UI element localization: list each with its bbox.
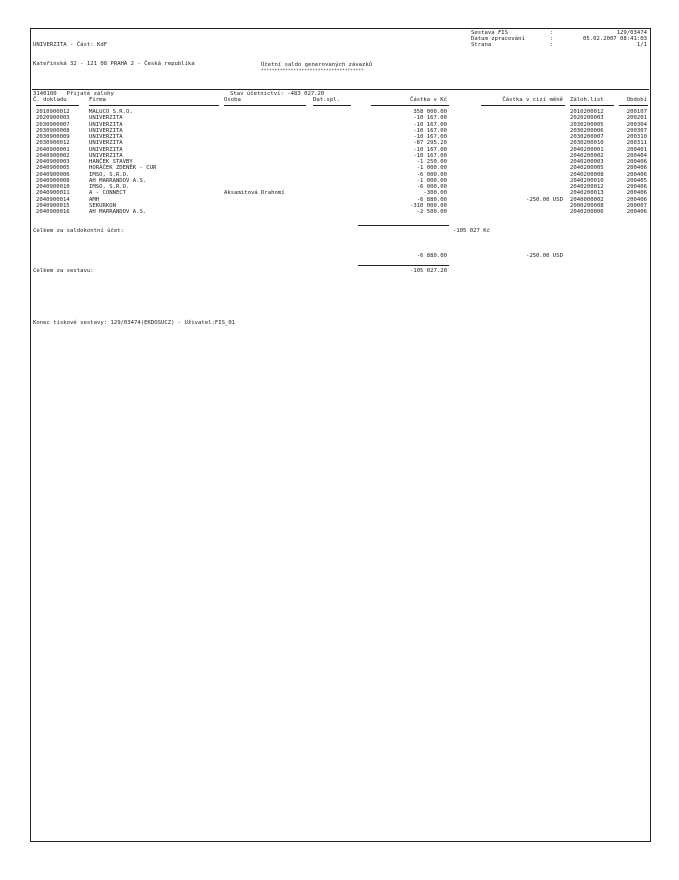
- row-doc: 2040900011: [36, 190, 70, 197]
- total-line: [358, 265, 449, 266]
- report-total-value: -105 027.20: [409, 268, 447, 274]
- row-firma: MALUCO S.R.O.: [89, 109, 133, 115]
- col-osoba-underline: [224, 105, 306, 106]
- row-obd: 200406: [626, 190, 647, 197]
- row-zal: 2040200002: [570, 152, 604, 159]
- row-obd: 200307: [626, 127, 647, 134]
- separator-line: [32, 89, 649, 90]
- row-obd: 200401: [626, 146, 647, 153]
- table-row: [31, 122, 650, 128]
- page-label: Strana: [471, 42, 492, 49]
- row-firma: UNIVERZITA: [89, 146, 123, 153]
- row-obd: 200310: [626, 134, 647, 140]
- row-firma: A - CONNECT: [89, 190, 127, 197]
- row-firma: UNIVERZITA: [89, 152, 123, 159]
- row-doc: 2040900008: [36, 177, 70, 184]
- row-czk: -10 167.00: [413, 127, 447, 134]
- col-osoba-header: Osoba: [224, 97, 241, 103]
- row-zal: 2040000002: [570, 196, 604, 203]
- row-firma: AH MARRANDOV A.S.: [89, 177, 147, 184]
- row-zal: 2040200003: [570, 159, 604, 165]
- row-cizi: -250.00 USD: [525, 196, 563, 203]
- row-doc: 2010900012: [36, 109, 70, 115]
- row-czk: -6 000.00: [416, 184, 447, 190]
- row-obd: 200107: [626, 109, 647, 115]
- row-firma: UNIVERZITA: [89, 134, 123, 140]
- table-row: [31, 209, 650, 215]
- table-row: [31, 165, 650, 171]
- row-czk: -2 500.00: [416, 209, 447, 215]
- row-zal: 2020200003: [570, 115, 604, 122]
- row-zal: 2030200006: [570, 127, 604, 134]
- row-obd: 200406: [626, 209, 647, 215]
- row-doc: 2040900014: [36, 196, 70, 203]
- row-doc: 2030900007: [36, 121, 70, 128]
- report-page: [30, 28, 651, 842]
- row-obd: 200304: [626, 121, 647, 128]
- row-czk: -10 167.00: [413, 134, 447, 140]
- col-obd-header: Období: [626, 97, 647, 103]
- row-obd: 200007: [626, 202, 647, 209]
- row-firma: UNIVERZITA: [89, 140, 123, 147]
- row-czk: -10 167.00: [413, 115, 447, 122]
- table-row: [31, 115, 650, 121]
- row-doc: 2040900003: [36, 159, 70, 165]
- row-zal: 2010200012: [570, 109, 604, 115]
- row-firma: AH MARRANDOV A.S.: [89, 209, 147, 215]
- row-zal: 2040200008: [570, 171, 604, 178]
- table-row: [31, 197, 650, 203]
- row-osoba: Aksamitová Drahomí: [224, 190, 285, 197]
- col-cizi-underline: [481, 105, 565, 106]
- report-total-label: Celkem za sestavu:: [33, 268, 94, 274]
- row-czk: -1 000.00: [416, 177, 447, 184]
- address-line: Kateřinská 32 - 121 08 PRAHA 2 - Česká republika: [33, 61, 195, 68]
- row-firma: HORÁČEK ZDENĚK - CUR: [89, 165, 157, 172]
- row-czk: -6 000.00: [416, 171, 447, 178]
- row-zal: 2030200005: [570, 121, 604, 128]
- table-row: [31, 178, 650, 184]
- col-czk-header: Částka v Kč: [409, 97, 447, 103]
- col-cizi-header: Částka v cizí měně: [502, 97, 563, 103]
- row-obd: 200406: [626, 165, 647, 172]
- page-value: 1/1: [636, 42, 647, 49]
- colon: :: [550, 30, 554, 36]
- row-firma: UNIVERZITA: [89, 115, 123, 122]
- row-firma: AMH: [89, 196, 100, 203]
- col-doc-header: Č. dokladu: [33, 97, 67, 103]
- row-firma: HANČEK STAVBY: [89, 159, 133, 165]
- account-total-label: Celkem za saldokontní účet:: [33, 228, 124, 234]
- row-zal: 2040200010: [570, 177, 604, 184]
- foreign-currency-czk-total: -6 880.00: [416, 253, 447, 259]
- row-obd: 200406: [626, 184, 647, 190]
- row-zal: 2030200007: [570, 134, 604, 140]
- table-row: [31, 190, 650, 196]
- table-row: [31, 128, 650, 134]
- col-zal-underline: [570, 105, 614, 106]
- colon: :: [550, 42, 554, 49]
- foreign-currency-total: -250.00 USD: [525, 253, 563, 259]
- row-zal: 2040200012: [570, 184, 604, 190]
- row-doc: 2040900006: [36, 171, 70, 178]
- row-czk: 358 000.00: [413, 109, 447, 115]
- report-title: Účetní saldo generovaných závazků: [261, 62, 373, 68]
- row-zal: 2040200013: [570, 190, 604, 197]
- row-doc: 2030900012: [36, 140, 70, 147]
- account-total-value: -105 027 Kč: [452, 228, 490, 234]
- report-id-label: Sestava FIS: [471, 30, 509, 36]
- row-doc: 2040900001: [36, 146, 70, 153]
- col-zal-header: Záloh.list: [570, 97, 604, 103]
- row-czk: -310 000.00: [409, 202, 447, 209]
- row-czk: -87 295.20: [413, 140, 447, 147]
- row-firma: UNIVERZITA: [89, 127, 123, 134]
- report-id-value: 129/03474: [616, 30, 647, 36]
- row-czk: -10 167.00: [413, 146, 447, 153]
- row-firma: IMSO, S.R.O.: [89, 171, 130, 178]
- row-obd: 200405: [626, 177, 647, 184]
- end-of-report: Konec tiskové sestavy: 129/03474(EKDOSUCZ) - Uživatel:FIS_01: [33, 320, 236, 326]
- header-right: [31, 30, 650, 50]
- row-zal: 2040200001: [570, 146, 604, 153]
- col-obd-underline: [619, 105, 648, 106]
- row-obd: 200404: [626, 152, 647, 159]
- institution-line: UNIVERZITA - Část: KdF: [33, 42, 108, 49]
- col-datspl-header: Dat.spl.: [313, 97, 340, 103]
- row-czk: -1 250.00: [416, 159, 447, 165]
- processing-date-value: 05.02.2007 08:41:03: [583, 36, 647, 43]
- row-firma: IMSO, S.R.O.: [89, 184, 130, 190]
- row-zal: 2040200006: [570, 209, 604, 215]
- subtotal-line: [358, 225, 449, 226]
- table-row: [31, 109, 650, 115]
- table-row: [31, 153, 650, 159]
- row-obd: 200406: [626, 196, 647, 203]
- title-underline: **************************************: [261, 68, 364, 73]
- row-czk: -10 167.00: [413, 152, 447, 159]
- col-firma-underline: [89, 105, 219, 106]
- column-header-row: [31, 97, 650, 103]
- account-balance: Stav účetnictví: -483 027.20: [230, 91, 325, 97]
- col-datspl-underline: [313, 105, 351, 106]
- table-row: [31, 147, 650, 153]
- table-row: [31, 134, 650, 140]
- table-row: [31, 203, 650, 209]
- row-zal: 2030200010: [570, 140, 604, 147]
- row-doc: 2040900015: [36, 202, 70, 209]
- row-obd: 200406: [626, 159, 647, 165]
- row-obd: 200311: [626, 140, 647, 147]
- table-row: [31, 184, 650, 190]
- row-czk: -1 000.00: [416, 165, 447, 172]
- processing-date-label: Datum zpracování: [471, 36, 525, 43]
- account-heading: 3140100 Přijaté zálohy: [33, 91, 114, 97]
- row-doc: 2030900009: [36, 134, 70, 140]
- row-czk: -300.00: [423, 190, 447, 197]
- row-obd: 200201: [626, 115, 647, 122]
- row-firma: SEKURKON: [89, 202, 116, 209]
- col-czk-underline: [371, 105, 449, 106]
- table-row: [31, 140, 650, 146]
- col-doc-underline: [36, 105, 79, 106]
- row-obd: 200406: [626, 171, 647, 178]
- row-doc: 2040900016: [36, 209, 70, 215]
- colon: :: [550, 36, 554, 43]
- row-doc: 2040900005: [36, 165, 70, 172]
- row-doc: 2040900010: [36, 184, 70, 190]
- col-firma-header: Firma: [89, 97, 106, 103]
- row-firma: UNIVERZITA: [89, 121, 123, 128]
- row-zal: 2040200005: [570, 165, 604, 172]
- row-doc: 2020900003: [36, 115, 70, 122]
- row-doc: 2030900008: [36, 127, 70, 134]
- row-zal: 2000200008: [570, 202, 604, 209]
- row-doc: 2040900002: [36, 152, 70, 159]
- row-czk: -10 167.00: [413, 121, 447, 128]
- row-czk: -6 880.00: [416, 196, 447, 203]
- table-row: [31, 172, 650, 178]
